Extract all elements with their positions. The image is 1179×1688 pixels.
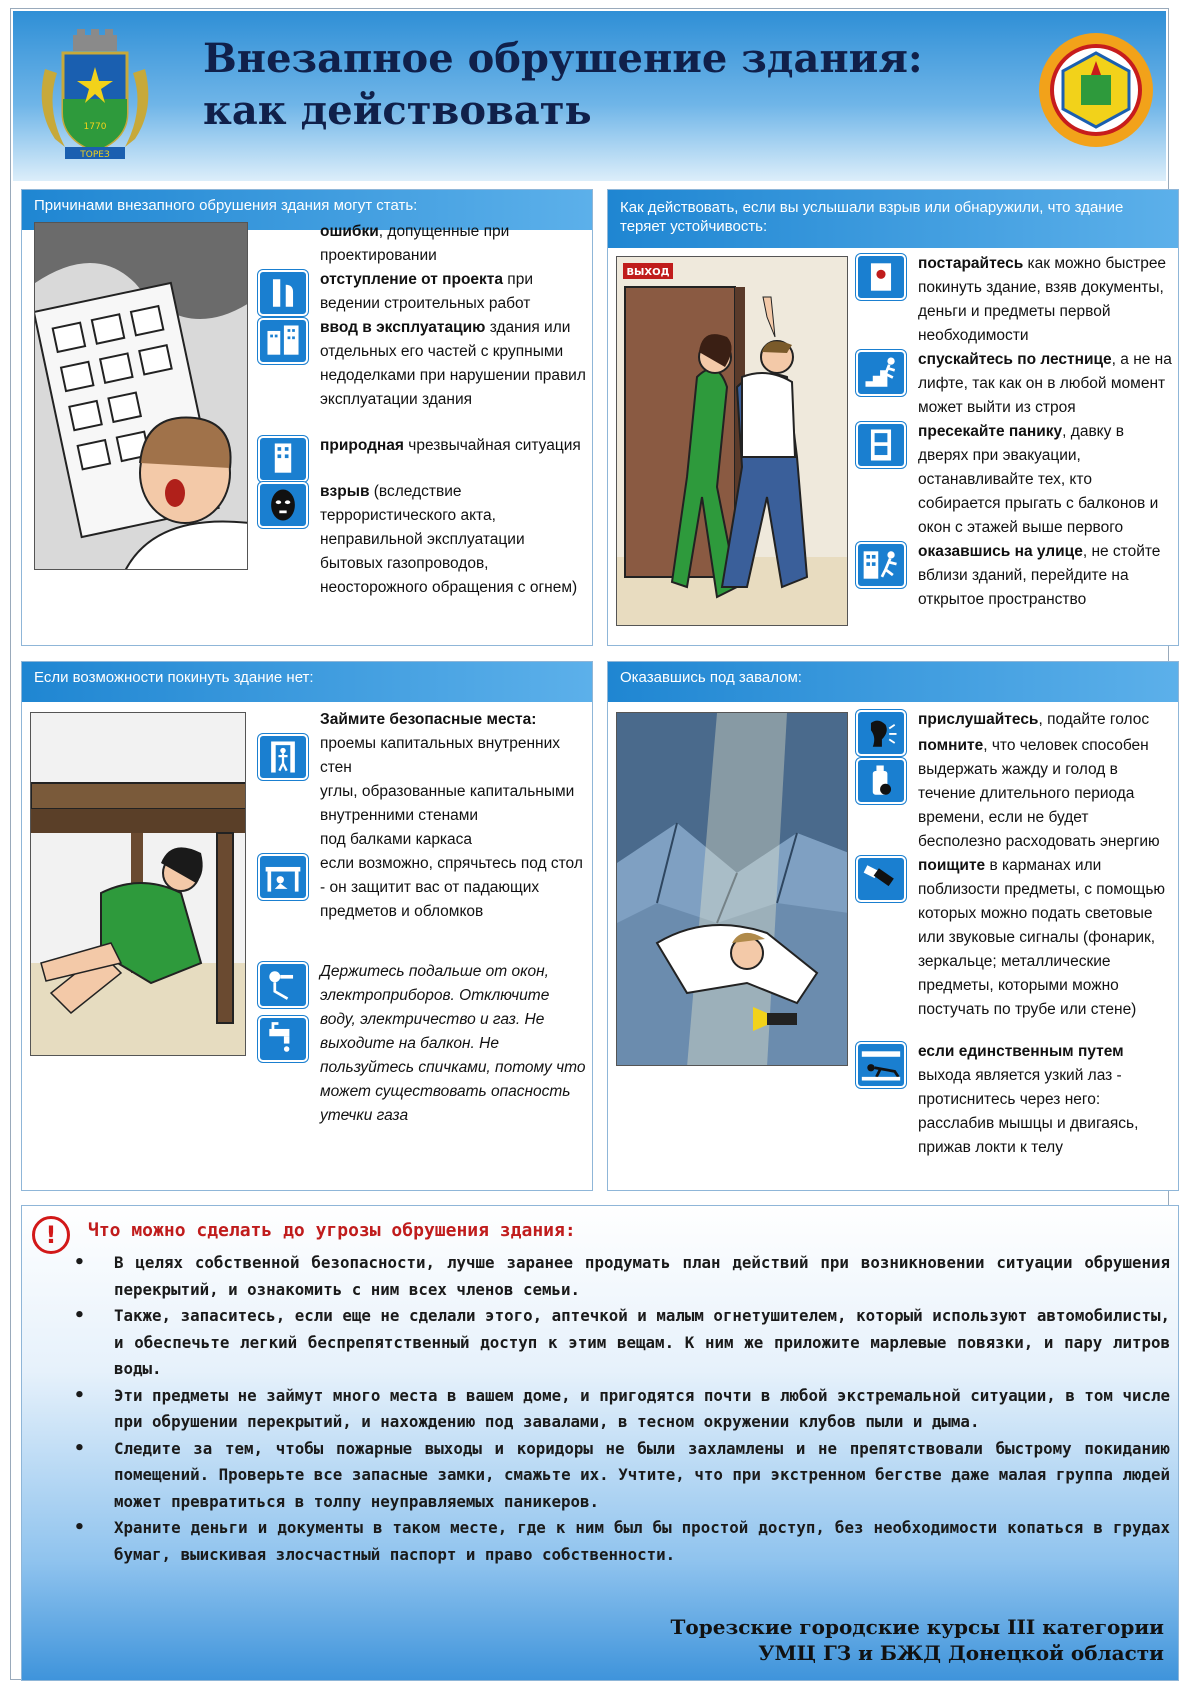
trapped-item [856,734,1174,854]
safe-place-item [258,828,588,852]
city-coat-of-arms [35,29,155,161]
prevention-bullet: • В целях собственной безопасности, лучше заранее продумать план действий при возникновении ситуации обрушения перекрытий, и ознакомить с ним всех членов семьи. [70,1250,1170,1303]
title-line-1: Внезапное обрушение здания: [203,35,923,82]
terrorist-mask-icon [258,482,308,528]
cause-bold: взрыв [320,483,370,500]
trapped-text: , что человек способен выдержать жажду и голод в течение длительного периода времени, если не будет бесполезно расходовать энергию [918,737,1160,850]
trapped-panel [607,661,1179,1191]
action-bold: постарайтесь [918,255,1024,272]
cause-item [258,316,588,434]
trapped-bold: помните [918,737,984,754]
emblem-city: ТОРЕЗ [80,150,110,160]
under-table-illustration [30,712,246,1056]
trapped-item [856,1040,1174,1160]
action-bold: пресекайте панику [918,423,1063,440]
causes-panel [21,189,593,646]
actions-heading: Как действовать, если вы услышали взрыв или обнаружили, что здание теряет устойчивость: [608,190,1178,248]
cause-text: чрезвычайная ситуация [403,437,581,454]
trapped-heading: Оказавшись под завалом: [608,662,1178,702]
civil-defense-emblem [1037,31,1155,149]
warning-icon: ! [32,1216,70,1254]
trapped-item [856,708,1174,734]
safe-place-item [258,960,588,1128]
action-item [856,540,1174,612]
action-item [856,252,1174,348]
cause-bold: природная [320,437,404,454]
cause-item [258,434,588,480]
cause-item [258,220,588,268]
safe-places-intro [258,708,588,732]
cause-text: (вследствие террористического акта, неправильной эксплуатации бытовых газопроводов, неосторожного обращения с огнем) [320,483,578,596]
prevention-title: Что можно сделать до угрозы обрушения здания: [88,1220,576,1241]
trapped-bold: поищите [918,857,986,874]
action-item [856,348,1174,420]
trapped-text: в карманах или поблизости предметы, с помощью которых можно подать световые или звуковые сигналы (фонарик, зеркальце; металлические предметы, которыми можно постучать по трубе или стене) [918,857,1166,1018]
cause-bold: ошибки [320,223,379,240]
emblem-year: 1770 [83,122,107,132]
action-text: как можно быстрее покинуть здание, взяв документы, деньги и предметы первой необходимости [918,255,1167,344]
unplug-icon [258,962,308,1008]
cause-item [258,268,588,316]
page-title [203,33,1003,137]
safe-place-text: если возможно, спрячьтесь под стол - он защитит вас от падающих предметов и обломков [320,855,583,920]
safe-place-text: под балками каркаса [320,831,473,848]
doorway-person-icon [258,734,308,780]
prevention-bullet: • Следите за тем, чтобы пожарные выходы и коридоры не были захламлены и не препятствовали быстрому покиданию помещений. Проверьте все запасные замки, смажьте их. Учтите, что при экстренном бегстве даже малая группа людей может превратиться в толпу неуправляемых паникеров. [70,1436,1170,1516]
safe-place-text: проемы капитальных внутренних стен [320,735,560,776]
under-table-icon [258,854,308,900]
stairs-running-icon [856,350,906,396]
cause-bold: отступление от проекта [320,271,503,288]
prevention-list [70,1250,1170,1568]
prevention-section [21,1205,1179,1681]
prevention-bullet: • Также, запаситесь, если еще не сделали этого, аптечкой и малым огнетушителем, который используют автомобилисты, и обеспечьте легкий беспрепятственный доступ к этим вещам. К ним же приложите марлевые повязки, и пару литров воды. [70,1303,1170,1383]
elevator-icon [856,422,906,468]
safe-place-text: Держитесь подальше от окон, электроприборов. Отключите воду, электричество и газ. Не выходите на балкон. Не пользуйтесь спичками, потому что может существовать опасность утечки газа [320,963,586,1124]
documents-icon [856,254,906,300]
crawl-icon [856,1042,906,1088]
footer-line-1: Торезские городские курсы III категории [670,1615,1164,1639]
safe-places-title: Займите безопасные места: [320,711,537,728]
trapped-text: выхода является узкий лаз - протиснитесь через него: расслабив мышцы и двигаясь, прижав локти к телу [918,1067,1139,1156]
flashlight-icon [856,856,906,902]
safe-place-text: углы, образованные капитальными внутренними стенами [320,783,575,824]
evacuation-illustration [616,256,848,626]
stay-heading: Если возможности покинуть здание нет: [22,662,592,702]
exit-sign: ВЫХОД [626,267,670,278]
trapped-person-illustration [616,712,848,1066]
action-bold: спускайтесь по лестнице [918,351,1112,368]
prevention-bullet: • Храните деньги и документы в таком месте, где к ним был бы простой доступ, без необходимости копаться в грудах бумаг, выискивая злосчастный паспорт и право собственности. [70,1515,1170,1568]
footer-credits [671,1614,1164,1666]
title-line-2: как действовать [203,87,592,134]
trapped-item [856,854,1174,1040]
buildings-icon [258,318,308,364]
cause-text: здания или отдельных его частей с крупными недоделками при нарушении правил эксплуатации здания [320,319,586,408]
poster [10,8,1172,1680]
header [13,11,1166,181]
cause-text: при ведении строительных работ [320,271,533,312]
action-text: , не стойте вблизи зданий, перейдите на открытое пространство [918,543,1161,608]
trapped-text: , подайте голос [1038,711,1150,728]
footer-line-2: УМЦ ГЗ и БЖД Донецкой области [758,1641,1164,1665]
action-item [856,420,1174,540]
stay-panel [21,661,593,1191]
trapped-bold: если единственным путем [918,1043,1124,1060]
run-from-building-icon [856,542,906,588]
action-text: , давку в дверях при эвакуации, останавливайте тех, кто собирается прыгать с балконов и окон с этажей выше первого [918,423,1159,536]
action-bold: оказавшись на улице [918,543,1083,560]
causes-heading: Причинами внезапного обрушения здания могут стать: [22,190,592,230]
safe-place-item [258,852,588,960]
safe-place-item [258,732,588,780]
ruler-icon [258,270,308,316]
building-disaster-icon [258,436,308,482]
collapsing-building-illustration [34,222,248,570]
cause-bold: ввод в эксплуатацию [320,319,486,336]
prevention-bullet: • Эти предметы не займут много места в вашем доме, и пригодятся почти в любой экстремальной ситуации, в том числе при обрушении перекрытий, и нахождению под завалами, в тесном окружении клубов пыли и дыма. [70,1383,1170,1436]
cause-item [258,480,588,600]
faucet-icon [258,1016,308,1062]
actions-panel [607,189,1179,646]
safe-place-item [258,780,588,828]
water-bottle-icon [856,758,906,804]
cause-text: , допущенные при проектировании [320,223,510,264]
trapped-bold: прислушайтесь [918,711,1039,728]
action-text: , а не на лифте, так как он в любой момент может выйти из строя [918,351,1172,416]
